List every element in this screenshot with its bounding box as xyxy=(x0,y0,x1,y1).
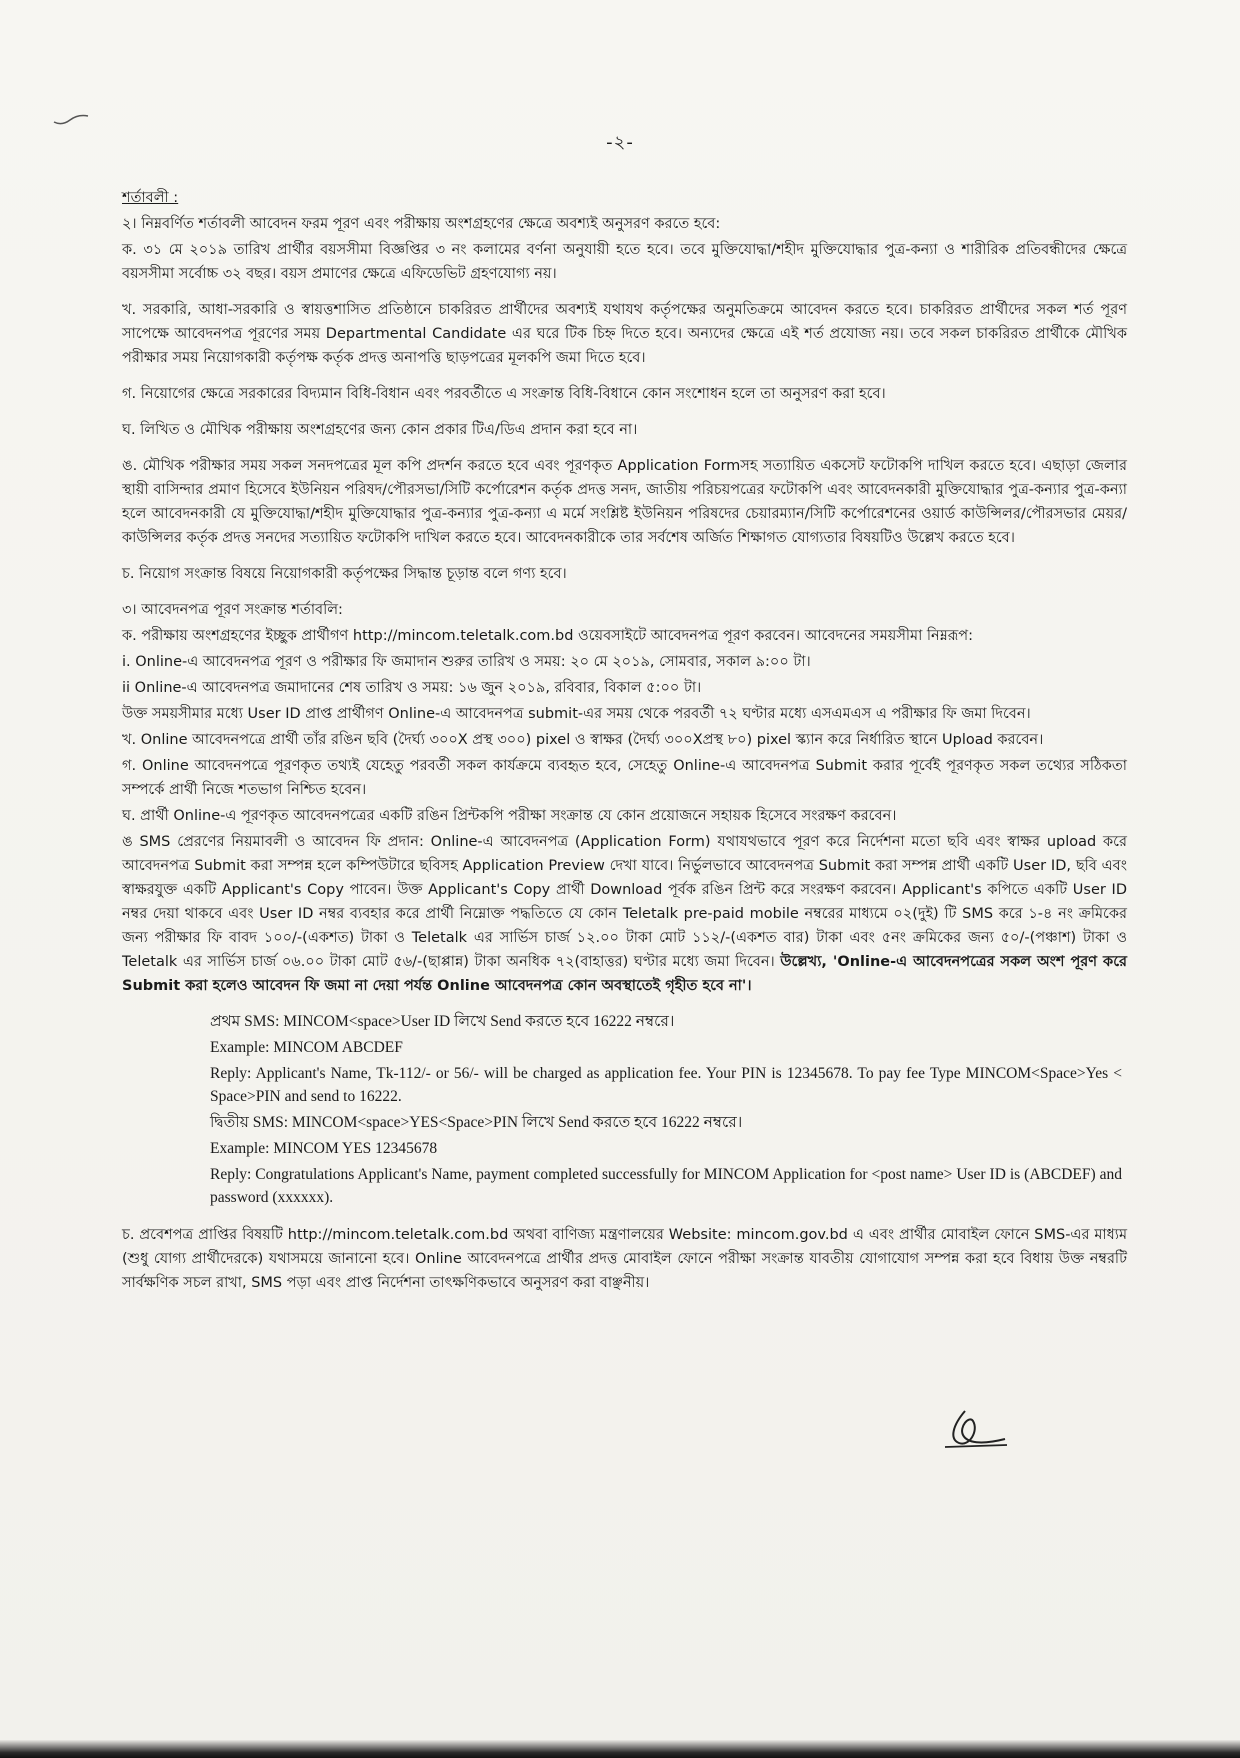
section-3-item-i: i. Online-এ আবেদনপত্র পূরণ ও পরীক্ষার ফি জমাদান শুরুর তারিখ ও সময়: ২০ মে ২০১৯, সোমবার, সকাল ৯:০০ টা। xyxy=(122,654,811,670)
signature-icon xyxy=(935,1405,1015,1455)
section-3-item-kha: খ. Online আবেদনপত্রে প্রার্থী তাঁর রঙিন ছবি (দৈর্ঘ্য ৩০০X প্রস্থ ৩০০) pixel ও স্বাক্ষর (দৈর্ঘ্য ৩০০Xপ্রস্থ ৮০) pixel স্ক্যান করে নির্ধারিত স্থানে Upload করবেন। xyxy=(122,732,1044,748)
section-3-intro: ৩। আবেদনপত্র পূরণ সংক্রান্ত শর্তাবলি: xyxy=(122,602,343,618)
ink-smudge-icon xyxy=(52,110,92,130)
sms-first-example: Example: MINCOM ABCDEF xyxy=(210,1039,403,1056)
document-body xyxy=(122,186,1127,1307)
section-2-intro: ২। নিম্নবর্ণিত শর্তাবলী আবেদন ফরম পূরণ এবং পরীক্ষায় অংশগ্রহণের ক্ষেত্রে অবশ্যই অনুসরণ করতে হবে: xyxy=(122,216,721,232)
sms-first: প্রথম SMS: MINCOM<space>User ID লিখে Send করতে হবে 16222 নম্বরে। xyxy=(210,1013,675,1030)
section-3-item-umo xyxy=(122,830,1127,998)
sms-second: দ্বিতীয় SMS: MINCOM<space>YES<Space>PIN লিখে Send করতে হবে 16222 নম্বরে। xyxy=(210,1114,743,1131)
page-number: -২- xyxy=(606,132,634,153)
sms-instructions xyxy=(210,1010,1122,1209)
section-2-item-ka: ক. ৩১ মে ২০১৯ তারিখ প্রার্থীর বয়সসীমা বিজ্ঞপ্তির ৩ নং কলামের বর্ণনা অনুযায়ী হতে হবে। তবে মুক্তিযোদ্ধা/শহীদ মুক্তিযোদ্ধার পুত্র-কন্যা ও শারীরিক প্রতিবন্ধীদের ক্ষেত্রে বয়সসীমা সর্বোচ্চ ৩২ বছর। বয়স প্রমাণের ক্ষেত্রে এফিডেভিট গ্রহণযোগ্য নয়। xyxy=(122,242,1127,282)
section-3-item-gha: ঘ. প্রার্থী Online-এ পূরণকৃত আবেদনপত্রের একটি রঙিন প্রিন্টকপি পরীক্ষা সংক্রান্ত যে কোন প্রয়োজনে সহায়ক হিসেবে সংরক্ষণ করবেন। xyxy=(122,808,897,824)
section-2-item-umo: ঙ. মৌখিক পরীক্ষার সময় সকল সনদপত্রের মূল কপি প্রদর্শন করতে হবে এবং পূরণকৃত Application Formসহ সত্যায়িত একসেট ফটোকপি দাখিল করতে হবে। এছাড়া জেলার স্থায়ী বাসিন্দার প্রমাণ হিসেবে ইউনিয়ন পরিষদ/পৌরসভা/সিটি কর্পোরেশন কর্তৃক প্রদত্ত সনদ, জাতীয় পরিচয়পত্রের ফটোকপি এবং আবেদনকারী মুক্তিযোদ্ধার পুত্র-কন্যার পুত্র-কন্যা হলে আবেদনকারী যে মুক্তিযোদ্ধা/শহীদ মুক্তিযোদ্ধার পুত্র-কন্যার পুত্র-কন্যা এ মর্মে সংশ্লিষ্ট ইউনিয়ন পরিষদের চেয়ারম্যান/সিটি কর্পোরেশনের ওয়ার্ড কাউন্সিলর/পৌরসভার মেয়র/কাউন্সিলর কর্তৃক প্রদত্ত সনদের সত্যায়িত ফটোকপি দাখিল করতে হবে। আবেদনকারীকে তার সর্বশেষ অর্জিত শিক্ষাগত যোগ্যতার বিষয়টিও উল্লেখ করতে হবে। xyxy=(122,458,1127,546)
section-2-item-gha: ঘ. লিখিত ও মৌখিক পরীক্ষায় অংশগ্রহণের জন্য কোন প্রকার টিএ/ডিএ প্রদান করা হবে না। xyxy=(122,422,638,438)
scan-bottom-edge xyxy=(0,1740,1240,1758)
sms-first-reply: Reply: Applicant's Name, Tk-112/- or 56/- will be charged as application fee. Your PIN is 12345678. To pay fee Type MINCOM<Space>Yes < Space>PIN and send to 16222. xyxy=(210,1065,1122,1105)
section-2-item-kha: খ. সরকারি, আধা-সরকারি ও স্বায়ত্তশাসিত প্রতিষ্ঠানে চাকরিরত প্রার্থীদের অবশ্যই যথাযথ কর্তৃপক্ষের অনুমতিক্রমে আবেদন করতে হবে। চাকরিরত প্রার্থীদের সকল শর্ত পূরণ সাপেক্ষে আবেদনপত্র পূরণের সময় Departmental Candidate এর ঘরে টিক চিহ্ন দিতে হবে। অন্যদের ক্ষেত্রে এই শর্ত প্রযোজ্য নয়। তবে সকল চাকরিরত প্রার্থীকে মৌখিক পরীক্ষার সময় নিয়োগকারী কর্তৃপক্ষ কর্তৃক প্রদত্ত অনাপত্তি ছাড়পত্রের মূলকপি জমা দিতে হবে। xyxy=(122,302,1127,366)
section-3-item-ii: ii Online-এ আবেদনপত্র জমাদানের শেষ তারিখ ও সময়: ১৬ জুন ২০১৯, রবিবার, বিকাল ৫:০০ টা। xyxy=(122,680,702,696)
section-3-item-ka: ক. পরীক্ষায় অংশগ্রহণের ইচ্ছুক প্রার্থীগণ http://mincom.teletalk.com.bd ওয়েবসাইটে আবেদনপত্র পূরণ করবেন। আবেদনের সময়সীমা নিম্নরূপ: xyxy=(122,628,974,644)
section-3-item-cha: চ. প্রবেশপত্র প্রাপ্তির বিষয়টি http://mincom.teletalk.com.bd অথবা বাণিজ্য মন্ত্রণালয়ের Website: mincom.gov.bd এ এবং প্রার্থীর মোবাইল ফোনে SMS-এর মাধ্যম (শুধু যোগ্য প্রার্থীদেরকে) যথাসময়ে জানানো হবে। Online আবেদনপত্রে প্রার্থীর প্রদত্ত মোবাইল ফোনে পরীক্ষা সংক্রান্ত যাবতীয় যোগাযোগ সম্পন্ন করা হবে বিধায় উক্ত নম্বরটি সার্বক্ষণিক সচল রাখা, SMS পড়া এবং প্রাপ্ত নির্দেশনা তাৎক্ষণিকভাবে অনুসরণ করা বাঞ্ছনীয়। xyxy=(122,1227,1127,1291)
section-2-item-ga: গ. নিয়োগের ক্ষেত্রে সরকারের বিদ্যমান বিধি-বিধান এবং পরবর্তীতে এ সংক্রান্ত বিধি-বিধানে কোন সংশোধন হলে তা অনুসরণ করা হবে। xyxy=(122,386,886,402)
sms-second-reply: Reply: Congratulations Applicant's Name, payment completed successfully for MINCOM Application for <post name> User ID is (ABCDEF) and password (xxxxxx). xyxy=(210,1166,1122,1206)
section-2-item-cha: চ. নিয়োগ সংক্রান্ত বিষয়ে নিয়োগকারী কর্তৃপক্ষের সিদ্ধান্ত চূড়ান্ত বলে গণ্য হবে। xyxy=(122,566,567,582)
submission-warning: উল্লেখ্য, 'Online-এ আবেদনপত্রের সকল অংশ পূরণ করে Submit করা হলেও আবেদন ফি জমা না দেয়া পর্যন্ত Online আবেদনপত্র কোন অবস্থাতেই গৃহীত হবে না'। xyxy=(122,954,1127,994)
section-3-item-ga: গ. Online আবেদনপত্রে পূরণকৃত তথ্যই যেহেতু পরবর্তী সকল কার্যক্রমে ব্যবহৃত হবে, সেহেতু Online-এ আবেদনপত্র Submit করার পূর্বেই পূরণকৃত সকল তথ্যের সঠিকতা সম্পর্কে প্রার্থী নিজে শতভাগ নিশ্চিত হবেন। xyxy=(122,758,1127,798)
sms-fee-instructions: ঙ SMS প্রেরণের নিয়মাবলী ও আবেদন ফি প্রদান: Online-এ আবেদনপত্র (Application Form) যথাযথভাবে পূরণ করে নির্দেশনা মতো ছবি এবং স্বাক্ষর upload করে আবেদনপত্র Submit করা সম্পন্ন হলে কম্পিউটারে ছবিসহ Application Preview দেখা যাবে। নির্ভুলভাবে আবেদনপত্র Submit করা সম্পন্ন প্রার্থী একটি User ID, ছবি এবং স্বাক্ষরযুক্ত একটি Applicant's Copy পাবেন। উক্ত Applicant's Copy প্রার্থী Download পূর্বক রঙিন প্রিন্ট করে সংরক্ষণ করবেন। Applicant's কপিতে একটি User ID নম্বর দেয়া থাকবে এবং User ID নম্বর ব্যবহার করে প্রার্থী নিম্নোক্ত পদ্ধতিতে যে কোন Teletalk pre-paid mobile নম্বরের মাধ্যমে ০২(দুই) টি SMS করে ১-৪ নং ক্রমিকের জন্য পরীক্ষার ফি বাবদ ১০০/-(একশত) টাকা ও Teletalk এর সার্ভিস চার্জ ১২.০০ টাকা মোট ১১২/-(একশত বার) টাকা এবং ৫নং ক্রমিকের জন্য ৫০/-(পঞ্চাশ) টাকা ও Teletalk এর সার্ভিস চার্জ ০৬.০০ টাকা মোট ৫৬/-(ছাপ্পান্ন) টাকা অনধিক ৭২(বাহাত্তর) ঘণ্টার মধ্যে জমা দিবেন। xyxy=(122,834,1127,970)
conditions-heading: শর্তাবলী : xyxy=(122,190,179,206)
sms-second-example: Example: MINCOM YES 12345678 xyxy=(210,1140,438,1157)
section-3-fee-note: উক্ত সময়সীমার মধ্যে User ID প্রাপ্ত প্রার্থীগণ Online-এ আবেদনপত্র submit-এর সময় থেকে পরবর্তী ৭২ ঘণ্টার মধ্যে এসএমএস এ পরীক্ষার ফি জমা দিবেন। xyxy=(122,706,1031,722)
